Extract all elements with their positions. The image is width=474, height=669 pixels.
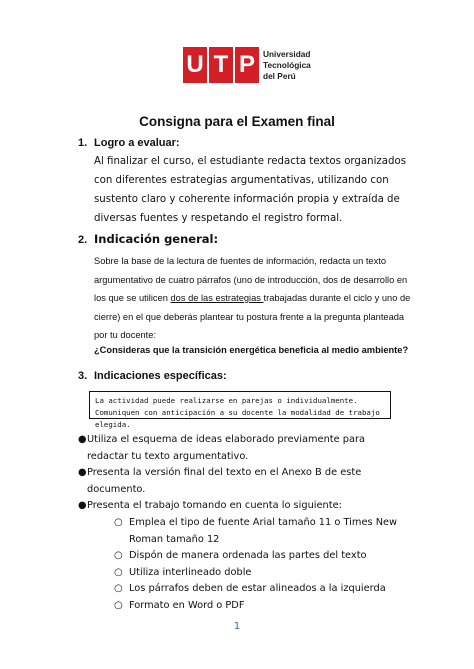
logo-line: Universidad bbox=[263, 49, 311, 59]
logo-letter-t: T bbox=[209, 47, 233, 83]
section-1-body: Al finalizar el curso, el estudiante redacta textos organizados con diferentes estrategias argumentativas, utilizando con sustento claro y coherente información propia y extraída de diversas fuentes y respetando el registro formal. bbox=[94, 156, 407, 224]
section-heading-text: Indicación general: bbox=[94, 232, 219, 246]
list-item-text: Presenta la versión final del texto en el Anexo B de este documento. bbox=[87, 467, 362, 495]
section-1-heading bbox=[78, 137, 180, 149]
logo-letter-u: U bbox=[183, 47, 207, 83]
notice-box: La actividad puede realizarse en parejas o individualmente. Comuniquen con anticipación a su docente la modalidad de trabajo elegida. bbox=[89, 391, 391, 419]
instructions-list bbox=[78, 432, 408, 615]
page-number: 1 bbox=[233, 621, 241, 632]
circle-bullet-icon: ○ bbox=[114, 516, 123, 528]
body-text: trabajadas durante el ciclo y uno de cierre) en el que deberás plantear tu postura frente a la pregunta planteada por tu docente: bbox=[94, 293, 411, 340]
list-item-text: Presenta el trabajo tomando en cuenta lo siguiente: bbox=[87, 500, 342, 512]
list-item-text: Utiliza interlineado doble bbox=[129, 566, 252, 578]
logo-line: del Perú bbox=[263, 71, 296, 81]
circle-bullet-icon: ○ bbox=[114, 550, 123, 562]
circle-bullet-icon: ○ bbox=[114, 599, 123, 611]
list-item-text: Utiliza el esquema de ideas elaborado previamente para redactar tu texto argumentativo. bbox=[87, 434, 366, 462]
sub-list-item bbox=[78, 548, 408, 565]
bullet-icon: ● bbox=[78, 434, 87, 445]
logo-text bbox=[263, 49, 333, 82]
body-text: Sobre la base de la lectura de fuentes de información, redacta un texto argumentativo de cuatro párrafos (uno de introducción, dos de desarrollo en los que se utilicen bbox=[94, 256, 408, 303]
circle-bullet-icon: ○ bbox=[114, 566, 123, 578]
section-3-heading bbox=[78, 370, 227, 382]
list-item-text: Formato en Word o PDF bbox=[129, 599, 245, 611]
section-2-body bbox=[94, 252, 414, 345]
list-item bbox=[78, 432, 408, 465]
section-heading-text: Logro a evaluar: bbox=[94, 137, 180, 149]
page-title: Consigna para el Examen final bbox=[139, 114, 335, 129]
section-number: 2. bbox=[78, 234, 88, 246]
underlined-text: dos de las estrategias bbox=[170, 293, 264, 303]
bullet-icon: ● bbox=[78, 467, 87, 479]
section-2-heading bbox=[78, 232, 218, 246]
sub-list-item bbox=[78, 581, 408, 598]
guiding-question: ¿Consideras que la transición energética beneficia al medio ambiente? bbox=[94, 345, 409, 355]
logo-line: Tecnológica bbox=[263, 60, 311, 70]
circle-bullet-icon: ○ bbox=[114, 583, 123, 595]
section-heading-text: Indicaciones específicas: bbox=[94, 370, 227, 382]
sub-list-item bbox=[78, 598, 408, 615]
sub-list-item bbox=[78, 565, 408, 582]
sub-list-item bbox=[78, 515, 408, 548]
list-item-text: Emplea el tipo de fuente Arial tamaño 11 o Times New Roman tamaño 12 bbox=[129, 516, 398, 545]
list-item bbox=[78, 465, 408, 498]
list-item-text: Los párrafos deben de estar alineados a la izquierda bbox=[129, 583, 386, 595]
section-number: 3. bbox=[78, 370, 88, 382]
list-item-text: Dispón de manera ordenada las partes del texto bbox=[129, 550, 367, 562]
logo-letter-p: P bbox=[235, 47, 259, 83]
list-item bbox=[78, 498, 408, 515]
section-number: 1. bbox=[78, 137, 88, 149]
bullet-icon: ● bbox=[78, 500, 87, 512]
